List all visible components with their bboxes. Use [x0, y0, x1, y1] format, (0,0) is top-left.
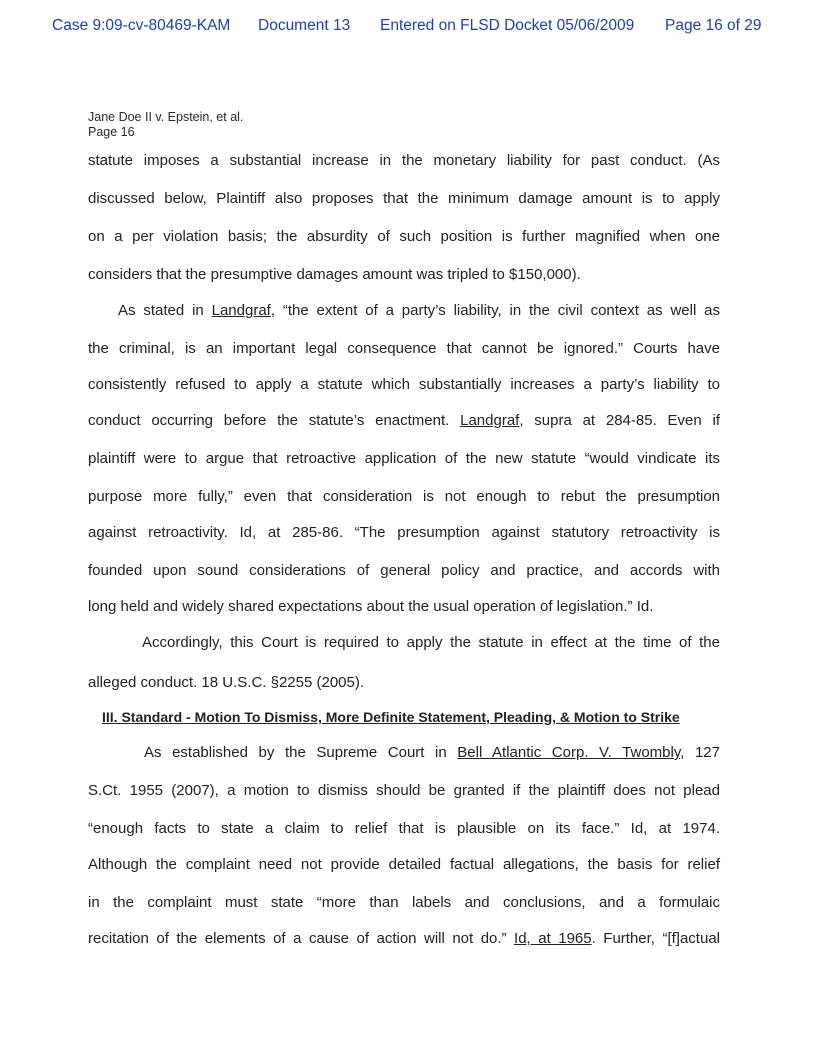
body-line: on a per violation basis; the absurdity of such position is further magnified when one [88, 228, 720, 245]
stamp-entered-date: Entered on FLSD Docket 05/06/2009 [380, 17, 635, 34]
body-line: Although the complaint need not provide detailed factual allegations, the basis for relief [88, 856, 720, 873]
body-line: As stated in Landgraf, “the extent of a party’s liability, in the civil context as well as [118, 302, 721, 319]
body-line: considers that the presumptive damages amount was tripled to $150,000). [88, 266, 581, 283]
stamp-document-number: Document 13 [258, 17, 351, 34]
body-line: recitation of the elements of a cause of action will not do.” Id, at 1965. Further, “[f]actual [88, 930, 720, 947]
body-line: alleged conduct. 18 U.S.C. §2255 (2005). [88, 674, 365, 691]
body-line: in the complaint must state “more than labels and conclusions, and a formulaic [88, 894, 720, 911]
case-citation: Landgraf [460, 412, 520, 429]
case-citation: Id, at 1965 [514, 930, 592, 947]
stamp-page-count: Page 16 of 29 [665, 17, 762, 34]
body-line: As established by the Supreme Court in Bell Atlantic Corp. V. Twombly, 127 [144, 744, 720, 761]
body-line: consistently refused to apply a statute which substantially increases a party’s liability to [88, 376, 720, 393]
body-line: discussed below, Plaintiff also proposes that the minimum damage amount is to apply [88, 190, 720, 207]
running-head [88, 110, 243, 140]
body-line: founded upon sound considerations of general policy and practice, and accords with [88, 562, 720, 579]
case-citation: Landgraf [211, 302, 271, 319]
body-line: statute imposes a substantial increase in the monetary liability for past conduct. (As [88, 152, 720, 169]
body-line: purpose more fully,” even that consideration is not enough to rebut the presumption [88, 488, 720, 505]
body-line: the criminal, is an important legal consequence that cannot be ignored.” Courts have [88, 340, 720, 357]
body-line: Accordingly, this Court is required to apply the statute in effect at the time of the [142, 634, 720, 651]
page-number: Page 16 [88, 125, 135, 139]
case-caption: Jane Doe II v. Epstein, et al. [88, 110, 244, 124]
section-heading: III. Standard - Motion To Dismiss, More Definite Statement, Pleading, & Motion to Strike [102, 709, 680, 725]
body-line: long held and widely shared expectations about the usual operation of legislation.” Id. [88, 598, 654, 615]
body-line: conduct occurring before the statute’s enactment. Landgraf, supra at 284-85. Even if [88, 412, 720, 429]
body-line: plaintiff were to argue that retroactive application of the new statute “would vindicate its [88, 450, 720, 467]
body-line: against retroactivity. Id, at 285-86. “The presumption against statutory retroactivity is [88, 524, 720, 541]
stamp-case-number: Case 9:09-cv-80469-KAM [52, 17, 231, 34]
body-line: S.Ct. 1955 (2007), a motion to dismiss should be granted if the plaintiff does not plead [88, 782, 720, 799]
body-line: “enough facts to state a claim to relief that is plausible on its face.” Id, at 1974. [88, 820, 720, 837]
case-citation: Bell Atlantic Corp. V. Twombly [457, 744, 681, 761]
